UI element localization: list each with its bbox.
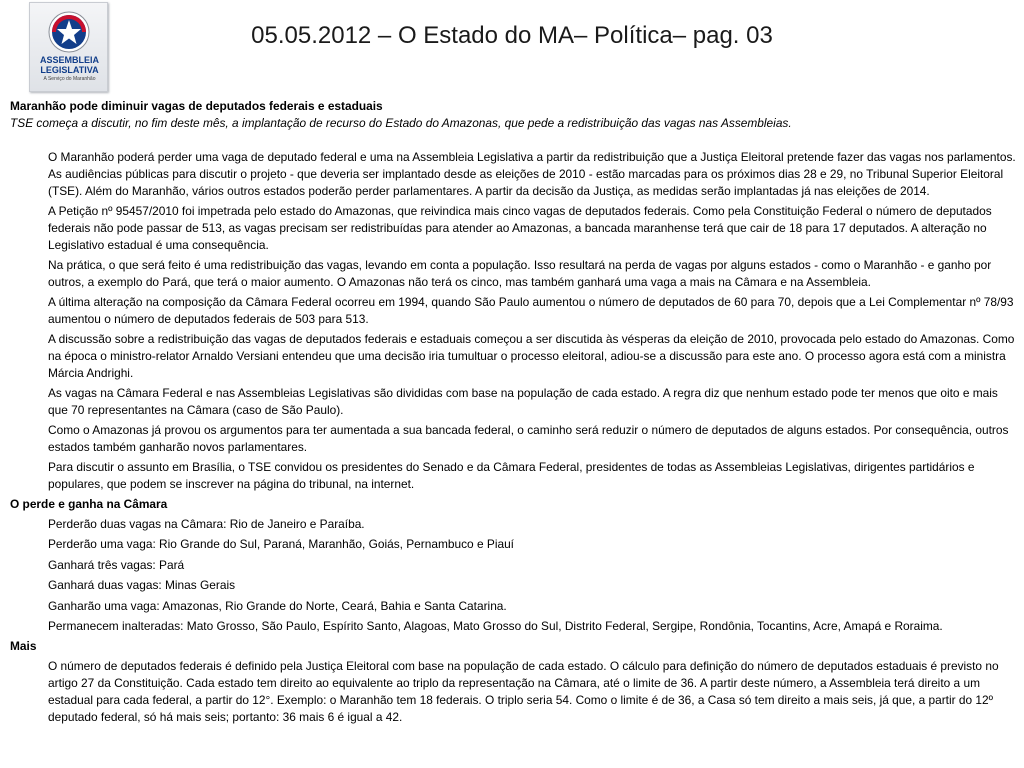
article-paragraph: As vagas na Câmara Federal e nas Assembleias Legislativas são divididas com base na população de cada estado. A regra diz que nenhum estado pode ter menos que oito e mais que 70 representantes na Câmara (caso de São Paulo).	[48, 386, 998, 417]
article-paragraph: O número de deputados federais é definido pela Justiça Eleitoral com base na população de cada estado. O cálculo para definição do número de deputados estaduais é previsto no artigo 27 da Constituição. Cada estado tem direito ao equivalente ao triplo da representação na Câmara, até o limite de 36. A partir deste número, a Assembleia terá direito a um estadual para cada federal, a partir do 12°. Exemplo: o Maranhão tem 18 federais. O triplo seria 54. Como o limite é de 36, a Casa só tem direito a mais seis, já que, a partir do 12º deputado federal, só há mais seis; portanto: 36 mais 6 é igual a 42.	[48, 659, 999, 725]
logo-text-line2: LEGISLATIVA	[40, 65, 99, 75]
list-item: Permanecem inalteradas: Mato Grosso, São Paulo, Espírito Santo, Alagoas, Mato Grosso do Sul, Distrito Federal, Sergipe, Rondônia, Tocantins, Acre, Amapá e Roraima.	[48, 618, 943, 633]
list-item: Perderão uma vaga: Rio Grande do Sul, Paraná, Maranhão, Goiás, Pernambuco e Piauí	[48, 537, 514, 552]
logo-tagline: A Serviço do Maranhão	[43, 76, 96, 82]
article-paragraph: A discussão sobre a redistribuição das vagas de deputados federais e estaduais começou a ser discutida às vésperas da eleição de 2010, provocada pelo estado do Amazonas. Como na época o ministro-relator Arnaldo Versiani entendeu que uma decisão iria tumultuar o processo eleitoral, adiou-se a discussão para este ano. O processo agora está com a ministra Márcia Andrighi.	[48, 332, 1015, 380]
article-paragraph: Para discutir o assunto em Brasília, o TSE convidou os presidentes do Senado e da Câmara Federal, presidentes de todas as Assembleias Legislativas, dirigentes partidários e populares, que podem se inscrever na página do tribunal, na internet.	[48, 460, 975, 491]
page-title: 05.05.2012 – O Estado do MA– Política– pag. 03	[251, 22, 773, 49]
article-headline: Maranhão pode diminuir vagas de deputados federais e estaduais	[10, 99, 383, 113]
list-item: Ganhará três vagas: Pará	[48, 557, 185, 572]
article-paragraph: A Petição nº 95457/2010 foi impetrada pelo estado do Amazonas, que reivindica mais cinco vagas de deputados federais. Como pela Constituição Federal o número de deputados federais não pode passar de 513, as vagas precisam ser redistribuídas para atender ao Amazonas, a bancada maranhense terá que cair de 18 para 17 deputados. A alteração no Legislativo estadual é uma consequência.	[48, 204, 992, 252]
list-item: Ganhará duas vagas: Minas Gerais	[48, 578, 236, 593]
section-heading-mais: Mais	[10, 639, 37, 654]
article-paragraph: O Maranhão poderá perder uma vaga de deputado federal e uma na Assembleia Legislativa a partir da redistribuição que a Justiça Eleitoral pretende fazer das vagas nos parlamentos. As audiências públicas para discutir o projeto - que deveria ser implantado desde as eleições de 2010 - estão marcadas para os próximos dias 28 e 29, no Tribunal Superior Eleitoral (TSE). Além do Maranhão, vários outros estados poderão perder parlamentares. A partir da decisão da Justiça, as medidas serão implantadas já nas eleições de 2014.	[48, 150, 1016, 198]
section-heading-perde-ganha: O perde e ganha na Câmara	[10, 497, 168, 511]
article-paragraph: A última alteração na composição da Câmara Federal ocorreu em 1994, quando São Paulo aumentou o número de deputados de 60 para 70, depois que a Lei Complementar nº 78/93 aumentou o número de deputados federais de 503 para 513.	[48, 295, 1014, 326]
article-paragraph: Como o Amazonas já provou os argumentos para ter aumentada a sua bancada federal, o caminho será reduzir o número de deputados de alguns estados. Por consequência, outros estados também ganharão novos parlamentares.	[48, 423, 1009, 454]
article-paragraph: Na prática, o que será feito é uma redistribuição das vagas, levando em conta a população. Isso resultará na perda de vagas por alguns estados - como o Maranhão - e ganho por outros, a exemplo do Pará, que terá o maior aumento. O Amazonas não terá os cinco, mas também ganhará uma vaga a mais na Câmara e na Assembleia.	[48, 258, 992, 289]
article-body	[10, 98, 1016, 729]
list-item: Perderão duas vagas na Câmara: Rio de Janeiro e Paraíba.	[48, 517, 365, 531]
list-item: Ganharão uma vaga: Amazonas, Rio Grande do Norte, Ceará, Bahia e Santa Catarina.	[48, 598, 507, 613]
logo-text-line1: ASSEMBLEIA	[39, 55, 99, 65]
article-subtitle: TSE começa a discutir, no fim deste mês, a implantação de recurso do Estado do Amazonas, que pede a redistribuição das vagas nas Assembleias.	[10, 116, 792, 130]
